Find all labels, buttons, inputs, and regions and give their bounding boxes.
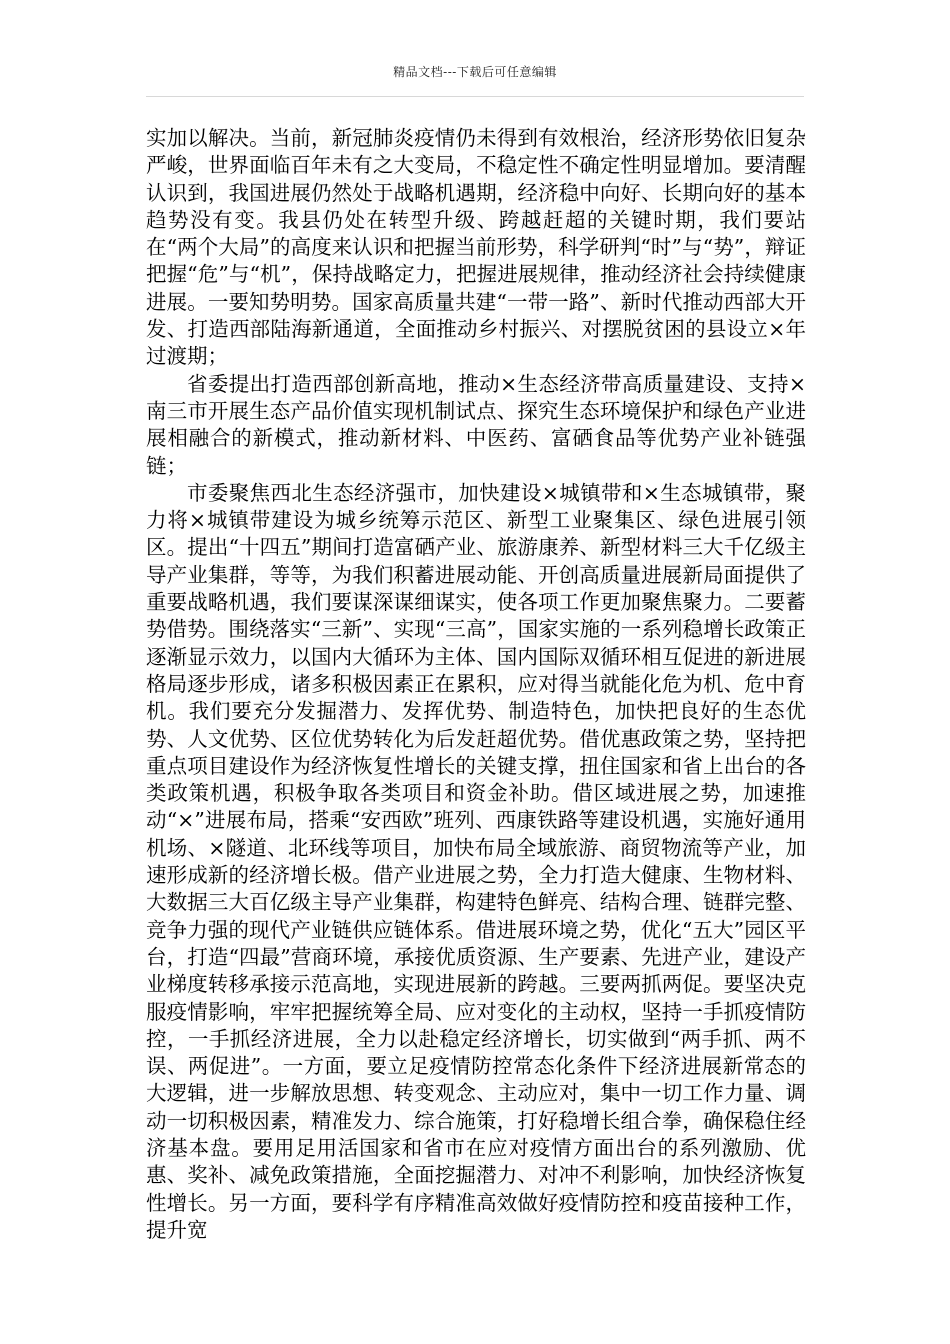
paragraph-3: 市委聚焦西北生态经济强市，加快建设×城镇带和×生态城镇带，聚力将×城镇带建设为城乡统筹示范区、新型工业聚集区、绿色进展引领区。提出“十四五”期间打造富硒产业、旅游康养、新型材料三大千亿级主导产业集群，等等，为我们积蓄进展动能、开创高质量进展新局面提供了重要战略机遇，我们要谋深谋细谋实，使各项工作更加聚焦聚力。二要蓄势借势。围绕落实“三新”、实现“三高”，国家实施的一系列稳增长政策正逐渐显示效力，以国内大循环为主体、国内国际双循环相互促进的新进展格局逐步形成，诸多积极因素正在累积，应对得当就能化危为机、危中育机。我们要充分发掘潜力、发挥优势、制造特色，加快把良好的生态优势、人文优势、区位优势转化为后发赶超优势。借优惠政策之势，坚持把重点项目建设作为经济恢复性增长的关键支撑，扭住国家和省上出台的各类政策机遇，积极争取各类项目和资金补助。借区域进展之势，加速推动“×”进展布局，搭乘“安西欧”班列、西康铁路等建设机遇，实施好通用机场、×隧道、北环线等项目，加快布局全域旅游、商贸物流等产业，加速形成新的经济增长极。借产业进展之势，全力打造大健康、生物材料、大数据三大百亿级主导产业集群，构建特色鲜亮、结构合理、链群完整、竞争力强的现代产业链供应链体系。借进展环境之势，优化“五大”园区平台，打造“四最”营商环境，承接优质资源、生产要素、先进产业，建设产业梯度转移承接示范高地，实现进展新的跨越。三要两抓两促。要坚决克服疫情影响，牢牢把握统筹全局、应对变化的主动权，坚持一手抓疫情防控，一手抓经济进展，全力以赴稳定经济增长，切实做到“两手抓、两不误、两促进”。一方面，要立足疫情防控常态化条件下经济进展新常态的大逻辑，进一步解放思想、转变观念、主动应对，集中一切工作力量、调动一切积极因素，精准发力、综合施策，打好稳增长组合拳，确保稳住经济基本盘。要用足用活国家和省市在应对疫情方面出台的系列激励、优惠、奖补、减免政策措施，全面挖掘潜力、对冲不利影响，加快经济恢复性增长。另一方面，要科学有序精准高效做好疫情防控和疫苗接种工作，提升宽 <box>146 480 806 1242</box>
paragraph-2: 省委提出打造西部创新高地，推动×生态经济带高质量建设、支持×南三市开展生态产品价值实现机制试点、探究生态环境保护和绿色产业进展相融合的新模式，推动新材料、中医药、富硒食品等优势产业补链强链； <box>146 371 806 478</box>
header-divider <box>146 96 804 97</box>
document-body <box>146 125 806 1244</box>
paragraph-1: 实加以解决。当前，新冠肺炎疫情仍未得到有效根治，经济形势依旧复杂严峻，世界面临百年未有之大变局，不稳定性不确定性明显增加。要清醒认识到，我国进展仍然处于战略机遇期，经济稳中向好、长期向好的基本趋势没有变。我县仍处在转型升级、跨越赶超的关键时期，我们要站在“两个大局”的高度来认识和把握当前形势，科学研判“时”与“势”，辩证把握“危”与“机”，保持战略定力，把握进展规律，推动经济社会持续健康进展。一要知势明势。国家高质量共建“一带一路”、新时代推动西部大开发、打造西部陆海新通道，全面推动乡村振兴、对摆脱贫困的县设立×年过渡期； <box>146 126 806 369</box>
page-header: 精品文档---下载后可任意编辑 <box>393 65 557 79</box>
